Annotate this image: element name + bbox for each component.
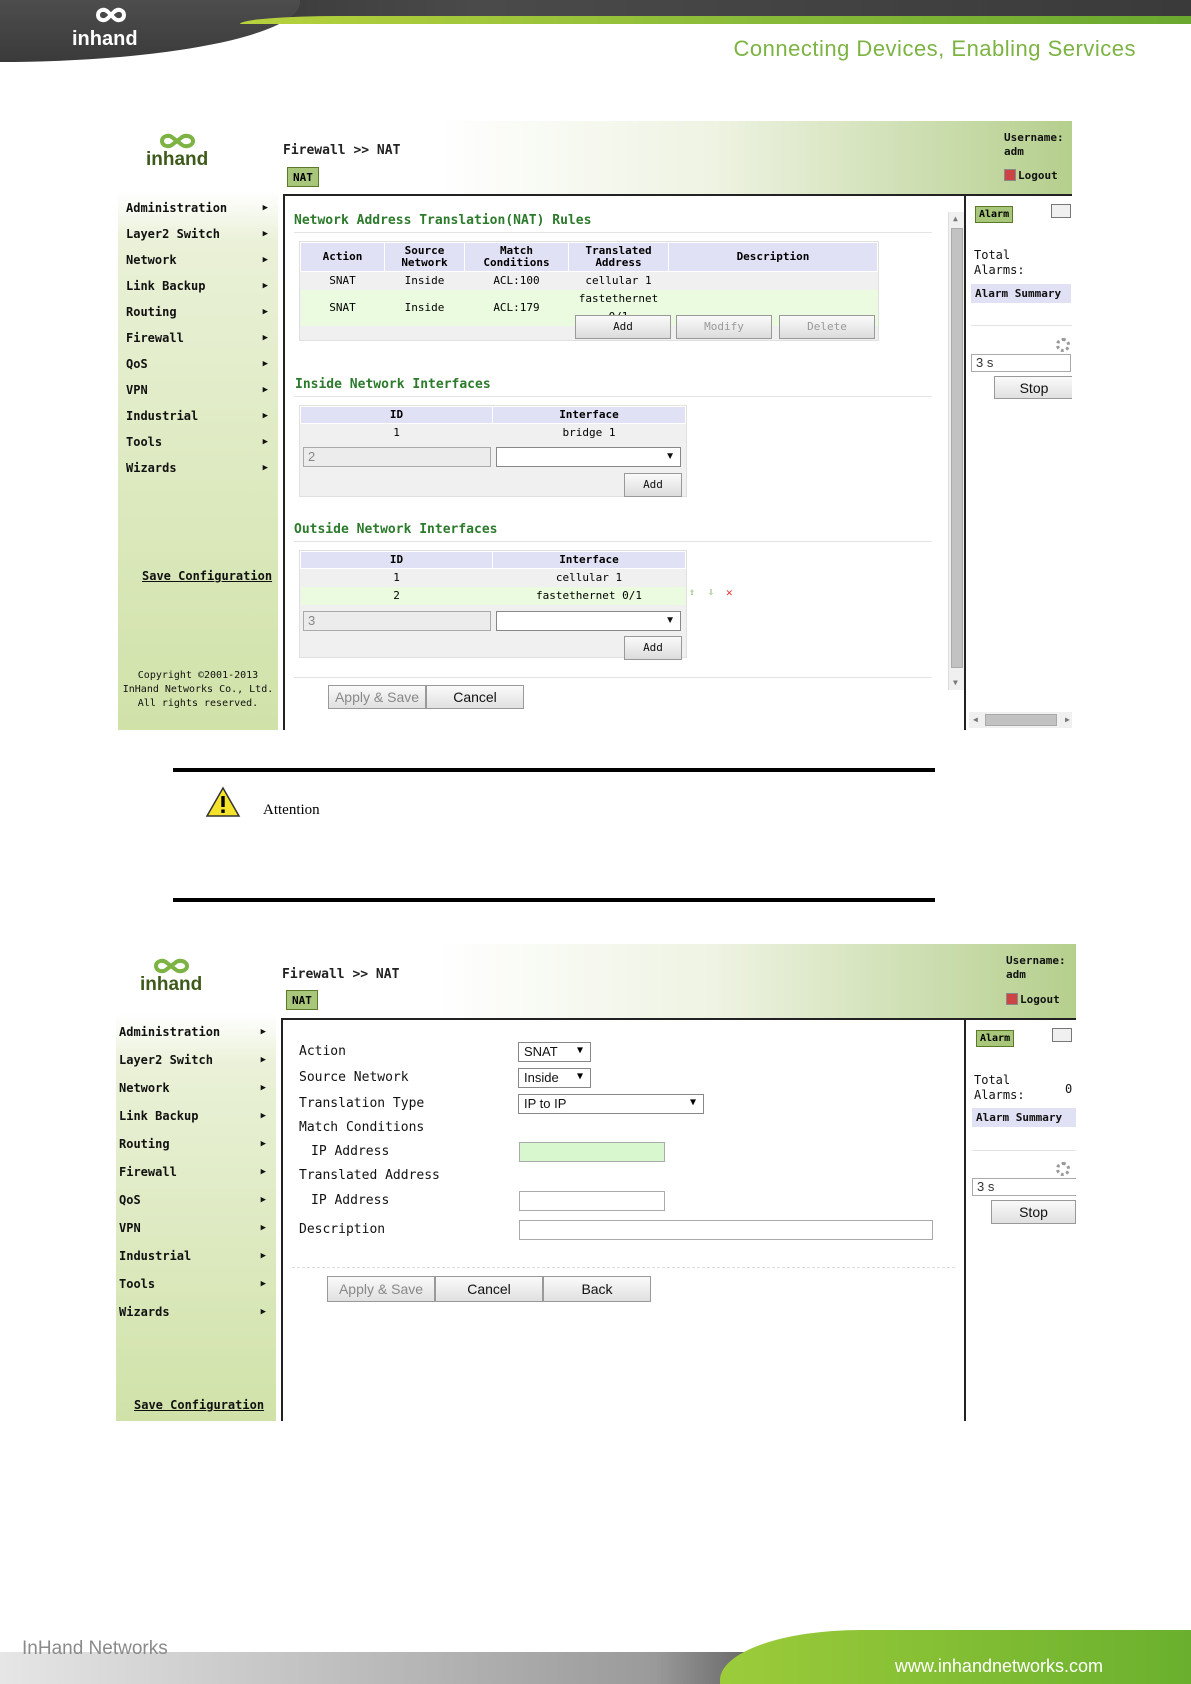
table-header-row — [301, 552, 686, 569]
header-swoosh — [240, 16, 1191, 24]
main-panel — [281, 1018, 971, 1421]
loading-spinner-icon — [1056, 338, 1070, 352]
delete-rule-button[interactable]: Delete — [779, 315, 875, 339]
save-configuration-link[interactable]: Save Configuration — [142, 569, 273, 583]
column-header: Interface — [493, 407, 686, 424]
sidebar-item-tools[interactable]: Tools ▶ — [116, 1270, 276, 1298]
username-label: Username: — [1004, 131, 1064, 144]
tab-nat[interactable]: NAT — [287, 167, 319, 187]
move-down-icon[interactable]: ⇩ — [708, 587, 715, 598]
column-header: ID — [301, 407, 493, 424]
divider — [972, 1150, 1076, 1151]
brand-logo — [72, 4, 142, 52]
cell-description — [669, 272, 878, 291]
sidebar-item-firewall[interactable]: Firewall ▶ — [118, 325, 278, 351]
cell-match: ACL:100 — [493, 274, 540, 287]
sidebar-item-routing[interactable]: Routing ▶ — [116, 1130, 276, 1158]
column-header: Source Network — [385, 243, 465, 272]
breadcrumb: Firewall >> NAT — [283, 143, 401, 158]
total-alarms-count: 0 — [1065, 1082, 1073, 1096]
chevron-right-icon: ▶ — [260, 1251, 266, 1261]
refresh-interval-input[interactable]: 3 s — [971, 354, 1071, 372]
top-bar — [278, 121, 1072, 196]
chevron-right-icon: ▶ — [262, 359, 268, 369]
stop-button[interactable]: Stop — [991, 1200, 1076, 1224]
tab-alarm[interactable]: Alarm — [976, 1030, 1014, 1047]
header-logo-band — [0, 0, 300, 62]
translated-ip-input[interactable] — [519, 1191, 665, 1211]
scroll-left-icon[interactable]: ◀ — [973, 715, 978, 724]
chevron-right-icon: ▶ — [262, 437, 268, 447]
infinity-logo-icon — [158, 131, 198, 151]
chevron-down-icon: ▼ — [577, 1045, 584, 1056]
add-inside-button[interactable]: Add — [624, 473, 682, 497]
chevron-right-icon: ▶ — [260, 1139, 266, 1149]
attention-label: Attention — [263, 802, 320, 818]
alarm-summary[interactable]: Alarm Summary — [972, 1108, 1076, 1127]
stop-button[interactable]: Stop — [994, 376, 1072, 399]
sidebar-item-wizards[interactable]: Wizards ▶ — [118, 455, 278, 481]
sidebar-item-firewall[interactable]: Firewall ▶ — [116, 1158, 276, 1186]
table-header-row — [301, 407, 686, 424]
logout-icon — [1006, 993, 1018, 1005]
alarm-summary[interactable]: Alarm Summary — [971, 284, 1071, 303]
document-footer — [0, 1600, 1191, 1684]
chevron-right-icon: ▶ — [260, 1027, 266, 1037]
cell-match: ACL:179 — [465, 290, 569, 326]
username-value: adm — [1006, 968, 1026, 981]
cell-translated: cellular 1 — [585, 274, 652, 287]
logout-link[interactable] — [1004, 169, 1058, 182]
sidebar-item-vpn[interactable]: VPN ▶ — [116, 1214, 276, 1242]
cell-source: Inside — [404, 274, 445, 287]
logout-icon — [1004, 169, 1016, 181]
logout-label: Logout — [1020, 993, 1060, 1006]
vertical-scrollbar[interactable] — [948, 212, 965, 690]
user-info — [1006, 954, 1066, 982]
tab-alarm[interactable]: Alarm — [975, 206, 1013, 223]
copyright — [118, 669, 278, 711]
chevron-right-icon: ▶ — [260, 1279, 266, 1289]
sidebar-logo-text: inhand — [140, 974, 203, 995]
sidebar-logo — [140, 956, 203, 1000]
cancel-button[interactable]: Cancel — [435, 1276, 543, 1302]
inside-interfaces-title: Inside Network Interfaces — [295, 377, 491, 392]
divider — [294, 677, 932, 678]
chevron-right-icon: ▶ — [262, 255, 268, 265]
description-label: Description — [299, 1222, 386, 1237]
delete-row-icon[interactable]: ✕ — [726, 586, 733, 599]
scroll-up-icon[interactable]: ▲ — [953, 214, 958, 223]
refresh-interval-input[interactable]: 3 s — [972, 1178, 1076, 1196]
table-header-row — [301, 243, 878, 272]
source-network-select[interactable]: Inside — [518, 1068, 591, 1088]
chevron-right-icon: ▶ — [260, 1055, 266, 1065]
inside-interfaces-table — [300, 406, 686, 442]
chevron-right-icon: ▶ — [262, 333, 268, 343]
action-label: Action — [299, 1044, 346, 1059]
translation-type-label: Translation Type — [299, 1096, 425, 1111]
chevron-right-icon: ▶ — [262, 463, 268, 473]
sidebar-logo-text: inhand — [146, 149, 209, 170]
divider — [971, 325, 1072, 326]
screenshot-nat-list — [118, 121, 1072, 730]
move-up-icon[interactable]: ⇧ — [689, 587, 696, 598]
username-label: Username: — [1006, 954, 1066, 967]
inside-interface-select[interactable] — [496, 447, 681, 467]
dropdown-arrow-icon: ▼ — [665, 615, 675, 626]
sidebar-item-industrial[interactable]: Industrial ▶ — [118, 403, 278, 429]
chevron-down-icon: ▼ — [577, 1071, 584, 1082]
table-row[interactable] — [301, 424, 686, 443]
source-network-label: Source Network — [299, 1070, 409, 1085]
cell-interface: bridge 1 — [562, 426, 616, 439]
divider — [294, 232, 932, 233]
infinity-logo-icon — [152, 956, 192, 976]
sidebar-item-vpn[interactable]: VPN ▶ — [118, 377, 278, 403]
breadcrumb: Firewall >> NAT — [282, 967, 400, 982]
chevron-right-icon: ▶ — [262, 229, 268, 239]
sidebar-item-qos[interactable]: QoS ▶ — [118, 351, 278, 377]
document-header — [0, 0, 1191, 75]
scrollbar-thumb[interactable] — [985, 714, 1057, 726]
sidebar-item-layer2-switch[interactable]: Layer2 Switch ▶ — [118, 221, 278, 247]
translated-address-label: Translated Address — [299, 1168, 440, 1183]
sidebar-item-routing[interactable]: Routing ▶ — [118, 299, 278, 325]
cancel-button[interactable]: Cancel — [426, 685, 524, 709]
username-value: adm — [1004, 145, 1024, 158]
chevron-right-icon: ▶ — [262, 307, 268, 317]
divider — [294, 541, 932, 542]
back-button[interactable]: Back — [543, 1276, 651, 1302]
sidebar-logo — [146, 131, 209, 175]
cell-id: 2 — [301, 587, 493, 605]
sidebar-item-layer2-switch[interactable]: Layer2 Switch ▶ — [116, 1046, 276, 1074]
alarm-panel — [964, 194, 1072, 730]
outside-interface-select[interactable] — [496, 611, 681, 631]
scroll-down-icon[interactable]: ▼ — [953, 678, 958, 687]
tab-nat[interactable]: NAT — [286, 990, 318, 1010]
description-input[interactable] — [519, 1220, 933, 1240]
footer-website: www.inhandnetworks.com — [894, 1656, 1103, 1676]
copyright-line: Copyright ©2001-2013 — [137, 670, 259, 681]
column-header: ID — [301, 552, 493, 569]
footer-company: InHand Networks — [22, 1638, 168, 1659]
table-row[interactable] — [301, 569, 686, 588]
action-select[interactable]: SNAT — [518, 1042, 591, 1062]
column-header: Match Conditions — [465, 243, 569, 272]
minimize-icon[interactable] — [1052, 1028, 1072, 1042]
table-row[interactable] — [301, 587, 686, 605]
user-info — [1004, 131, 1064, 159]
sidebar-menu — [118, 195, 278, 481]
cell-action: SNAT — [329, 274, 356, 287]
warning-icon — [205, 786, 241, 818]
chevron-right-icon: ▶ — [260, 1167, 266, 1177]
sidebar-item-link-backup[interactable]: Link Backup ▶ — [118, 273, 278, 299]
table-row[interactable] — [301, 272, 878, 291]
add-rule-button[interactable]: Add — [575, 315, 671, 339]
logout-link[interactable] — [1006, 993, 1060, 1006]
sidebar-item-administration[interactable]: Administration ▶ — [118, 195, 278, 221]
column-header: Action — [301, 243, 385, 272]
column-header: Translated Address — [569, 243, 669, 272]
chevron-right-icon: ▶ — [262, 281, 268, 291]
cell-source: Inside — [385, 290, 465, 326]
brand-logo-text: inhand — [72, 28, 138, 50]
minimize-icon[interactable] — [1051, 204, 1071, 218]
outside-interfaces-title: Outside Network Interfaces — [294, 522, 498, 537]
match-conditions-label: Match Conditions — [299, 1120, 425, 1135]
divider — [292, 1267, 957, 1268]
column-header: Interface — [493, 552, 686, 569]
column-header: Description — [669, 243, 878, 272]
cell-interface: fastethernet 0/1 — [493, 587, 686, 605]
sidebar-item-qos[interactable]: QoS ▶ — [116, 1186, 276, 1214]
header-tagline: Connecting Devices, Enabling Services — [733, 36, 1136, 61]
logout-label: Logout — [1018, 169, 1058, 182]
alarm-panel — [964, 1018, 1076, 1421]
total-alarms-label: Total Alarms: — [974, 248, 1025, 277]
cell-id: 1 — [393, 426, 400, 439]
scroll-right-icon[interactable]: ▶ — [1065, 715, 1070, 724]
nat-rules-table — [300, 242, 878, 326]
dropdown-arrow-icon: ▼ — [665, 451, 675, 462]
chevron-right-icon: ▶ — [260, 1083, 266, 1093]
sidebar-item-tools[interactable]: Tools ▶ — [118, 429, 278, 455]
translation-type-select[interactable]: IP to IP — [518, 1094, 704, 1114]
outside-id-input[interactable]: 3 — [303, 611, 491, 631]
top-rule — [173, 768, 935, 772]
total-alarms-label: Total Alarms: — [974, 1073, 1025, 1102]
apply-save-button[interactable]: Apply & Save — [328, 685, 426, 709]
translated-ip-label: IP Address — [311, 1193, 390, 1208]
sidebar-item-administration[interactable]: Administration ▶ — [116, 1018, 276, 1046]
sidebar-item-wizards[interactable]: Wizards ▶ — [116, 1298, 276, 1326]
scrollbar-thumb[interactable] — [951, 228, 963, 668]
modify-rule-button[interactable]: Modify — [676, 315, 772, 339]
bottom-rule — [173, 898, 935, 902]
chevron-right-icon: ▶ — [260, 1223, 266, 1233]
nat-rules-title: Network Address Translation(NAT) Rules — [294, 213, 592, 228]
chevron-down-icon: ▼ — [690, 1097, 697, 1108]
chevron-right-icon: ▶ — [262, 411, 268, 421]
copyright-line: InHand Networks Co., Ltd. — [122, 684, 274, 695]
loading-spinner-icon — [1056, 1162, 1070, 1176]
sidebar-menu — [116, 1018, 276, 1326]
main-panel — [283, 194, 967, 730]
outside-interfaces-table — [300, 551, 686, 605]
chevron-right-icon: ▶ — [260, 1111, 266, 1121]
sidebar-item-network[interactable]: Network ▶ — [116, 1074, 276, 1102]
chevron-right-icon: ▶ — [262, 385, 268, 395]
chevron-right-icon: ▶ — [260, 1307, 266, 1317]
screenshot-nat-edit — [116, 944, 1076, 1421]
chevron-right-icon: ▶ — [260, 1195, 266, 1205]
horizontal-scrollbar[interactable] — [969, 712, 1072, 728]
infinity-logo-icon — [94, 4, 128, 26]
match-ip-input[interactable] — [519, 1142, 665, 1162]
copyright-line: All rights reserved. — [137, 698, 259, 709]
chevron-right-icon: ▶ — [262, 203, 268, 213]
cell-interface: cellular 1 — [555, 571, 623, 584]
sidebar-item-network[interactable]: Network ▶ — [118, 247, 278, 273]
cell-translated: fastethernet — [569, 290, 669, 326]
sidebar-item-industrial[interactable]: Industrial ▶ — [116, 1242, 276, 1270]
match-ip-label: IP Address — [311, 1144, 390, 1159]
save-configuration-link[interactable]: Save Configuration — [134, 1398, 265, 1412]
add-outside-button[interactable]: Add — [624, 636, 682, 660]
attention-note — [173, 768, 935, 902]
cell-id: 1 — [393, 571, 400, 584]
apply-save-button[interactable]: Apply & Save — [327, 1276, 435, 1302]
inside-id-input[interactable]: 2 — [303, 447, 491, 467]
divider — [294, 396, 932, 397]
cell-action: SNAT — [301, 290, 385, 326]
sidebar-item-link-backup[interactable]: Link Backup ▶ — [116, 1102, 276, 1130]
